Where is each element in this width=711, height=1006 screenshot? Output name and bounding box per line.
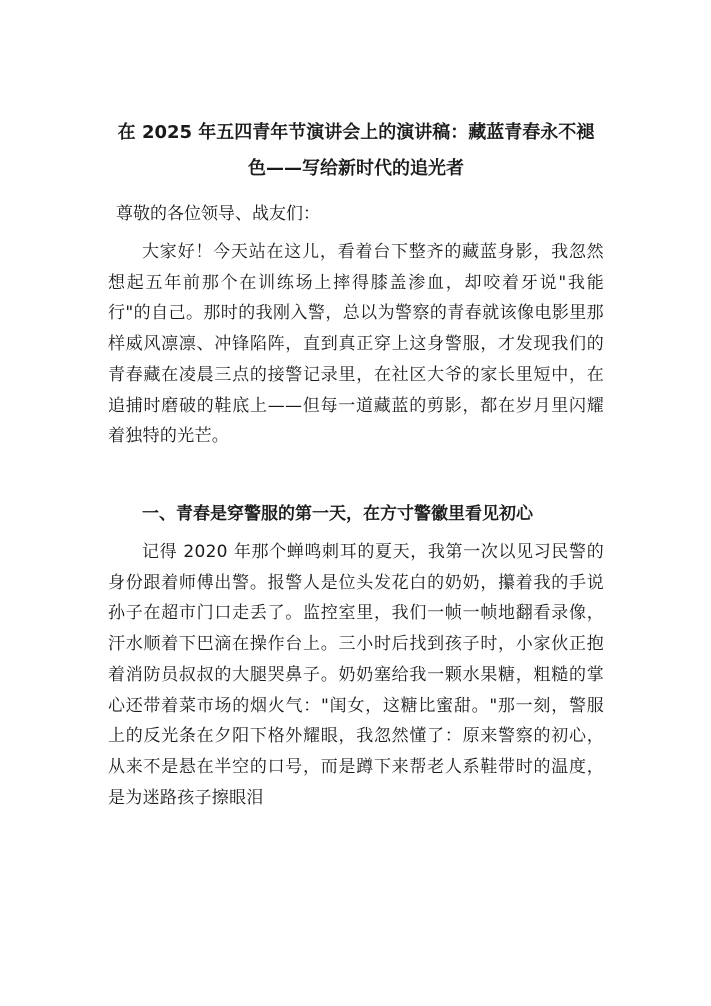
document-title: 在 2025 年五四青年节演讲会上的演讲稿：藏蓝青春永不褪色——写给新时代的追光者 — [117, 122, 595, 179]
paragraph-opening: 大家好！今天站在这儿，看着台下整齐的藏蓝身影，我忽然想起五年前那个在训练场上摔得膝盖渗血，却咬着牙说"我能行"的自己。那时的我刚入警，总以为警察的青春就该像电影里那样威风凛凛、冲锋陷阵，直到真正穿上这身警服，才发现我们的青春藏在凌晨三点的接警记录里，在社区大爷的家长里短中，在追捕时磨破的鞋底上——但每一道藏蓝的剪影，都在岁月里闪耀着独特的光芒。 — [108, 242, 604, 447]
paragraph-section-1: 记得 2020 年那个蝉鸣刺耳的夏天，我第一次以见习民警的身份跟着师傅出警。报警人是位头发花白的奶奶，攥着我的手说孙子在超市门口走丢了。监控室里，我们一帧一帧地翻看录像，汗水顺着下巴滴在操作台上。三小时后找到孩子时，小家伙正抱着消防员叔叔的大腿哭鼻子。奶奶塞给我一颗水果糖，粗糙的掌心还带着菜市场的烟火气："闺女，这糖比蜜甜。"那一刻，警服上的反光条在夕阳下格外耀眼，我忽然懂了：原来警察的初心，从来不是悬在半空的口号，而是蹲下来帮老人系鞋带时的温度，是为迷路孩子擦眼泪 — [108, 542, 604, 808]
section-heading-1: 一、青春是穿警服的第一天，在方寸警徽里看见初心 — [142, 504, 533, 524]
salutation: 尊敬的各位领导、战友们： — [116, 204, 320, 224]
